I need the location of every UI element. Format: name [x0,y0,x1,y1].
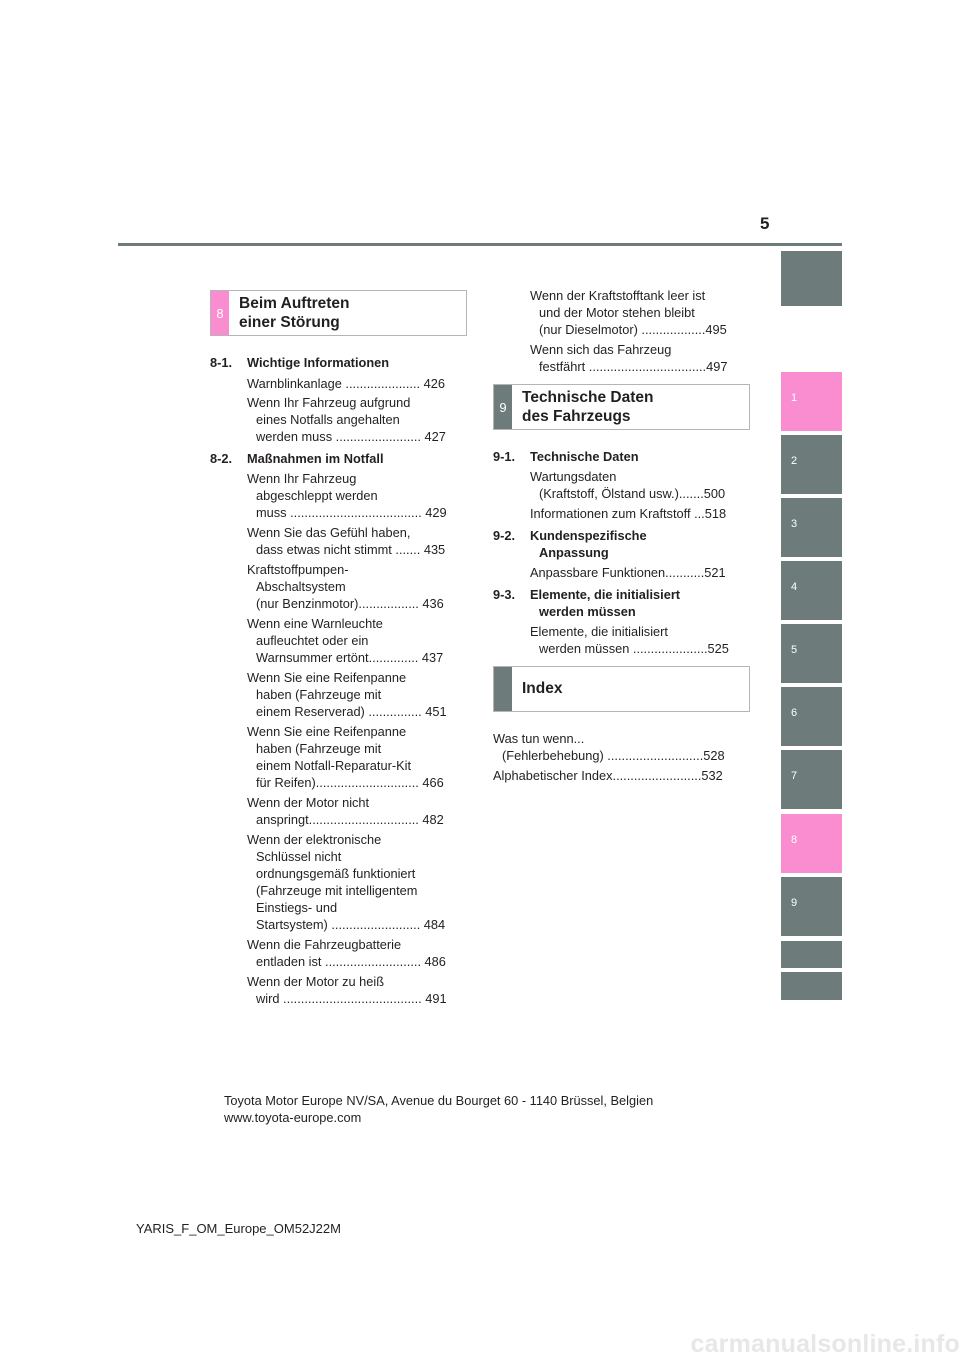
index-title: Index [522,680,563,697]
toc-entry-kraftstofftank-leer[interactable]: Wenn der Kraftstofftank leer ist und der Motor stehen bleibt (nur Dieselmotor) ..................495 [530,288,727,337]
side-tab-7[interactable]: 7 [781,750,842,809]
toc-entry-wartungsdaten[interactable]: Wartungsdaten (Kraftstoff, Ölstand usw.).......500 [530,469,726,501]
toc-entry-warnleuchte[interactable]: Wenn eine Warnleuchte aufleuchtet oder ein Warnsummer ertönt.............. 437 [247,616,444,665]
toc-entry-reifenpanne-reserverad[interactable]: Wenn Sie eine Reifenpanne haben (Fahrzeuge mit einem Reserverad) ............... 451 [247,670,447,719]
page-number: 5 [760,214,770,233]
side-tab-8[interactable]: 8 [781,814,842,873]
toc-entry-kraftstoffpumpen[interactable]: Kraftstoffpumpen- Abschaltsystem (nur Benzinmotor)................. 436 [247,562,444,611]
toc-entry-notfall-angehalten[interactable]: Wenn Ihr Fahrzeug aufgrund eines Notfalls angehalten werden muss ........................ 427 [247,395,446,444]
toc-heading-9-2[interactable]: 9-2. Kundenspezifische Anpassung [493,528,647,560]
toc-entry-elektronischer-schluessel[interactable]: Wenn der elektronische Schlüssel nicht ordnungsgemäß funktioniert (Fahrzeuge mit intelligentem Einstiegs- und Startsystem) ......................... 484 [247,832,446,932]
section-8-marker: 8 [211,291,229,335]
publisher-address: Toyota Motor Europe NV/SA, Avenue du Bourget 60 - 1140 Brüssel, Belgien [224,1093,654,1108]
toc-heading-9-3[interactable]: 9-3. Elemente, die initialisiert werden müssen [493,587,681,619]
toc-entry-informationen-kraftstoff[interactable]: Informationen zum Kraftstoff ...518 [530,506,727,521]
index-heading [493,666,750,712]
side-tab-blank-a[interactable] [781,941,842,968]
section-9-heading [493,384,750,430]
toc-entry-was-tun-wenn[interactable]: Was tun wenn... (Fehlerbehebung) ...........................528 [493,731,725,763]
toc-entry-reifenpanne-kit[interactable]: Wenn Sie eine Reifenpanne haben (Fahrzeuge mit einem Notfall-Reparatur-Kit für Reifen)............................. 466 [247,724,444,790]
toc-entry-batterie-entladen[interactable]: Wenn die Fahrzeugbatterie entladen ist ........................... 486 [247,937,446,969]
document-code: YARIS_F_OM_Europe_OM52J22M [136,1221,341,1236]
side-tab-2[interactable]: 2 [781,435,842,494]
section-9-marker: 9 [494,385,512,429]
side-tab-9[interactable]: 9 [781,877,842,936]
side-tab-3[interactable]: 3 [781,498,842,557]
toc-heading-8-1[interactable]: 8-1. Wichtige Informationen [210,355,390,370]
toc-entry-festfaehrt[interactable]: Wenn sich das Fahrzeug festfährt .................................497 [530,342,728,374]
toc-entry-alphabetischer-index[interactable]: Alphabetischer Index.........................532 [493,768,723,783]
section-8-title: Beim Auftreten einer Störung [239,295,350,331]
side-tab-5[interactable]: 5 [781,624,842,683]
toc-heading-9-1[interactable]: 9-1. Technische Daten [493,449,639,464]
publisher-website[interactable]: www.toyota-europe.com [224,1110,362,1125]
toc-entry-abgeschleppt[interactable]: Wenn Ihr Fahrzeug abgeschleppt werden muss ..................................... 429 [247,471,447,520]
toc-entry-anpassbare-funktionen[interactable]: Anpassbare Funktionen...........521 [530,565,726,580]
section-9-title: Technische Daten des Fahrzeugs [522,389,654,425]
side-tab-6[interactable]: 6 [781,687,842,746]
toc-entry-motor-heiss[interactable]: Wenn der Motor zu heiß wird ....................................... 491 [247,974,447,1006]
watermark: carmanualsonline.info [690,1330,960,1358]
toc-heading-8-2[interactable]: 8-2. Maßnahmen im Notfall [210,451,384,466]
section-8-heading [210,290,467,336]
index-marker [494,667,512,711]
top-rule [118,243,842,246]
side-tab-4[interactable]: 4 [781,561,842,620]
toc-entry-motor-springt-nicht[interactable]: Wenn der Motor nicht anspringt............................... 482 [247,795,444,827]
toc-entry-gefuehl[interactable]: Wenn Sie das Gefühl haben, dass etwas nicht stimmt ....... 435 [247,525,446,557]
toc-entry-warnblinkanlage[interactable]: Warnblinkanlage ..................... 426 [247,376,445,391]
footer-address-block [224,1092,653,1126]
toc-entry-elemente-initialisiert[interactable]: Elemente, die initialisiert werden müssen .....................525 [530,624,729,656]
side-tab-1[interactable]: 1 [781,372,842,431]
side-tab-blank-top[interactable] [781,251,842,306]
side-tab-blank-b[interactable] [781,972,842,1000]
